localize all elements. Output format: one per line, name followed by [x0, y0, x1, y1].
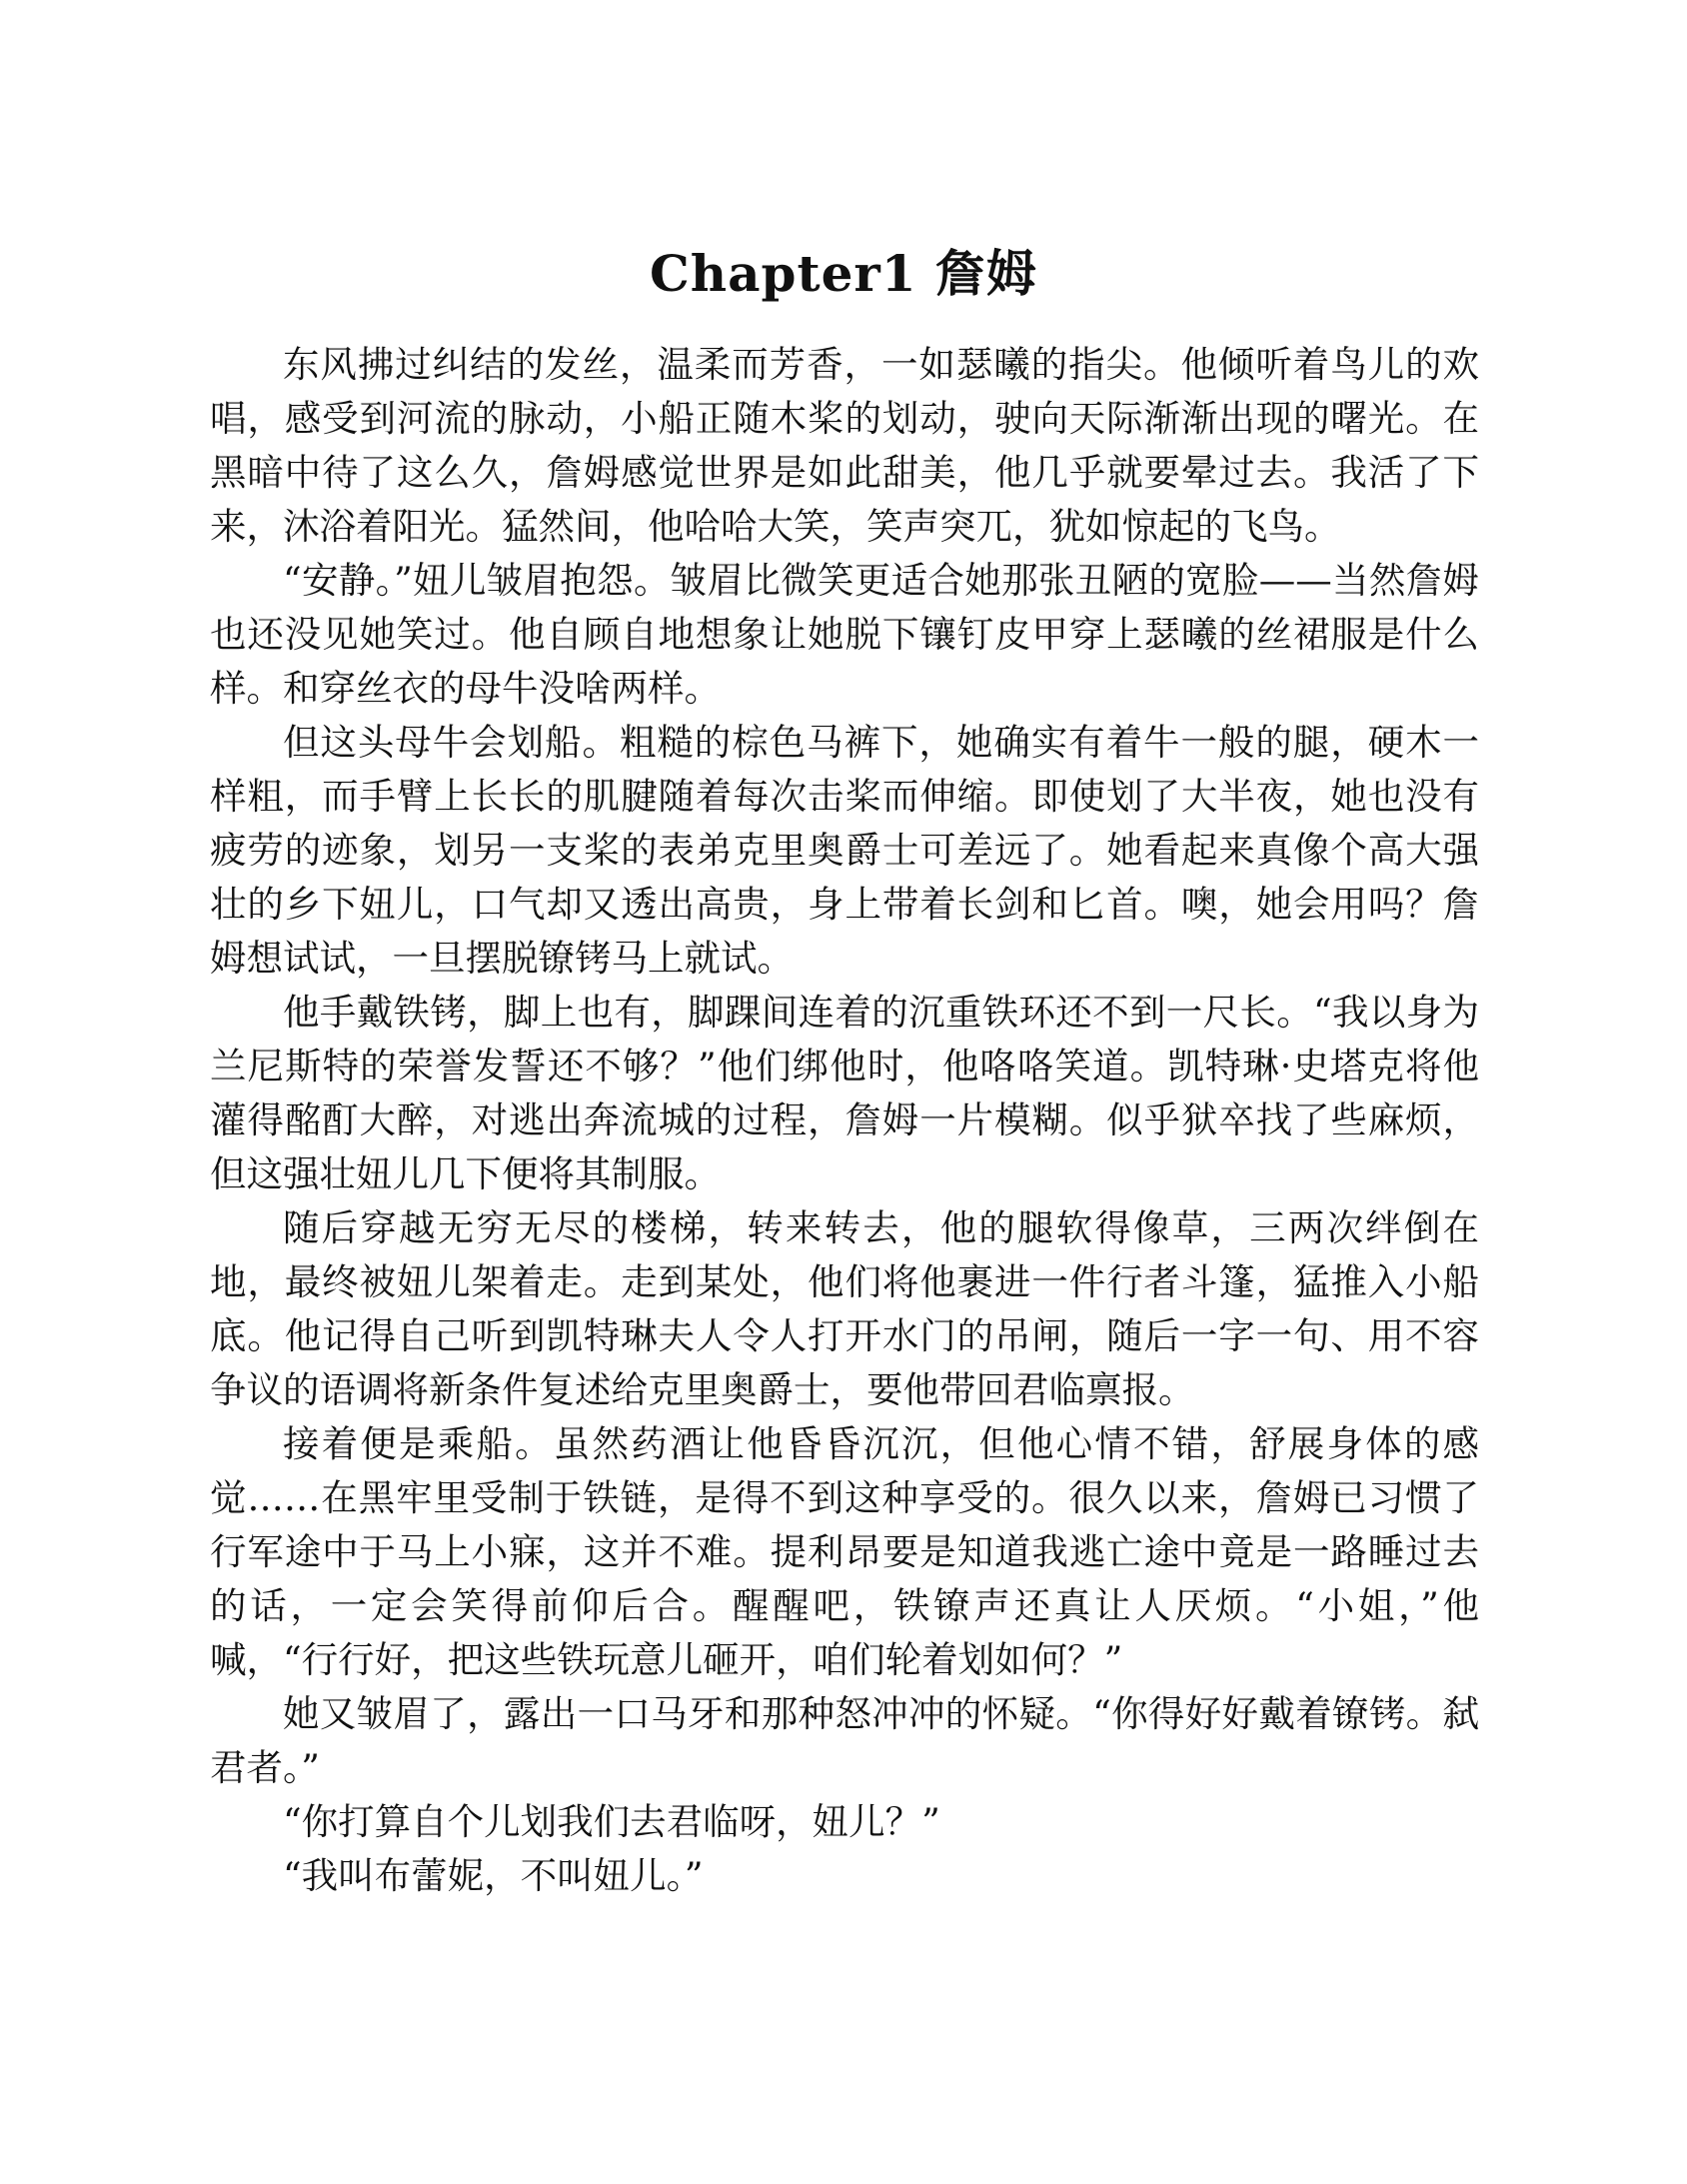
paragraph: “安静。”妞儿皱眉抱怨。皱眉比微笑更适合她那张丑陋的宽脸——当然詹姆也还没见她笑过。他自顾自地想象让她脱下镶钉皮甲穿上瑟曦的丝裙服是什么样。和穿丝衣的母牛没啥两样。 [210, 559, 1479, 710]
paragraph: 随后穿越无穷无尽的楼梯，转来转去，他的腿软得像草，三两次绊倒在地，最终被妞儿架着走。走到某处，他们将他裹进一件行者斗篷，猛推入小船底。他记得自己听到凯特琳夫人令人打开水门的吊闸，随后一字一句、用不容争议的语调将新条件复述给克里奥爵士，要他带回君临禀报。 [210, 1206, 1479, 1411]
paragraph: 东风拂过纠结的发丝，温柔而芳香，一如瑟曦的指尖。他倾听着鸟儿的欢唱，感受到河流的脉动，小船正随木桨的划动，驶向天际渐渐出现的曙光。在黑暗中待了这么久，詹姆感觉世界是如此甜美，他几乎就要晕过去。我活了下来，沐浴着阳光。猛然间，他哈哈大笑，笑声突兀，犹如惊起的飞鸟。 [210, 343, 1479, 548]
paragraph: “你打算自个儿划我们去君临呀，妞儿？” [283, 1800, 940, 1843]
paragraph: “我叫布蕾妮，不叫妞儿。” [283, 1854, 704, 1897]
chapter-title: Chapter1 詹姆 [650, 244, 1037, 303]
paragraph: 接着便是乘船。虽然药酒让他昏昏沉沉，但他心情不错，舒展身体的感觉……在黑牢里受制于铁链，是得不到这种享受的。很久以来，詹姆已习惯了行军途中于马上小寐，这并不难。提利昂要是知道我逃亡途中竟是一路睡过去的话，一定会笑得前仰后合。醒醒吧，铁镣声还真让人厌烦。“小姐，”他喊，“行行好，把这些铁玩意儿砸开，咱们轮着划如何？” [210, 1422, 1479, 1681]
paragraph: 他手戴铁铐，脚上也有，脚踝间连着的沉重铁环还不到一尺长。“我以身为兰尼斯特的荣誉发誓还不够？”他们绑他时，他咯咯笑道。凯特琳·史塔克将他灌得酩酊大醉，对逃出奔流城的过程，詹姆一片模糊。似乎狱卒找了些麻烦，但这强壮妞儿几下便将其制服。 [210, 991, 1479, 1195]
chapter-body [210, 338, 1479, 1903]
paragraph: 但这头母牛会划船。粗糙的棕色马裤下，她确实有着牛一般的腿，硬木一样粗，而手臂上长长的肌腱随着每次击桨而伸缩。即使划了大半夜，她也没有疲劳的迹象，划另一支桨的表弟克里奥爵士可差远了。她看起来真像个高大强壮的乡下妞儿，口气却又透出高贵，身上带着长剑和匕首。噢，她会用吗？詹姆想试试，一旦摆脱镣铐马上就试。 [210, 721, 1479, 980]
paragraph: 她又皱眉了，露出一口马牙和那种怒冲冲的怀疑。“你得好好戴着镣铐。弑君者。” [210, 1692, 1479, 1789]
